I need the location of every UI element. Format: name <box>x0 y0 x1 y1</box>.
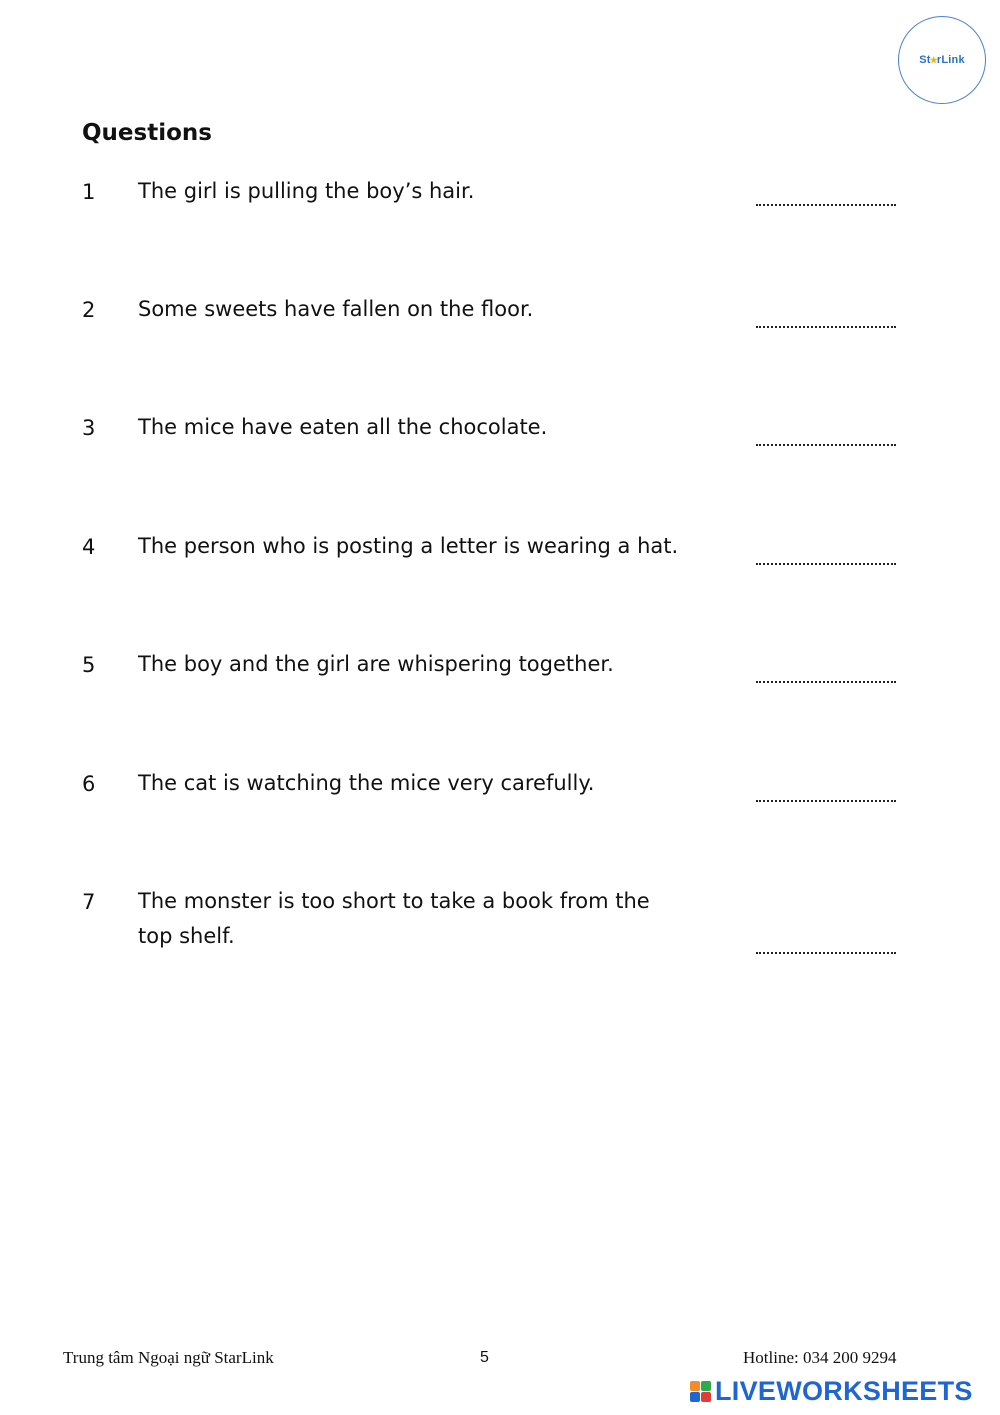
starlink-logo <box>898 16 986 104</box>
question-text: The boy and the girl are whispering together. <box>138 652 614 676</box>
question-number: 6 <box>82 772 96 796</box>
question-number: 1 <box>82 180 96 204</box>
answer-field-3[interactable] <box>756 424 896 446</box>
question-7 <box>82 890 912 960</box>
question-4 <box>82 535 912 605</box>
answer-field-7[interactable] <box>756 932 896 954</box>
liveworksheets-wordmark: LIVEWORKSHEETS <box>715 1375 973 1406</box>
liveworksheets-logo-icon <box>690 1381 711 1402</box>
answer-field-1[interactable] <box>756 184 896 206</box>
question-3 <box>82 416 912 486</box>
liveworksheets-brand <box>690 1374 973 1408</box>
star-icon: ★ <box>929 54 938 65</box>
question-2 <box>82 298 912 368</box>
footer-center-name: Trung tâm Ngoại ngữ StarLink <box>63 1348 274 1367</box>
answer-field-6[interactable] <box>756 780 896 802</box>
answer-field-2[interactable] <box>756 306 896 328</box>
question-6 <box>82 772 912 842</box>
question-number: 2 <box>82 298 96 322</box>
page-number: 5 <box>480 1349 489 1366</box>
question-number: 5 <box>82 653 96 677</box>
question-text: The cat is watching the mice very carefully. <box>138 771 595 795</box>
question-text: The monster is too short to take a book from the top shelf. <box>138 889 650 948</box>
answer-field-4[interactable] <box>756 543 896 565</box>
page-heading: Questions <box>82 120 212 146</box>
question-number: 4 <box>82 535 96 559</box>
question-number: 7 <box>82 890 96 914</box>
question-text: The person who is posting a letter is wearing a hat. <box>138 534 679 558</box>
question-text: The mice have eaten all the chocolate. <box>138 415 548 439</box>
question-number: 3 <box>82 416 96 440</box>
answer-field-5[interactable] <box>756 661 896 683</box>
logo-text-end: rLink <box>936 54 965 66</box>
logo-text-start: St <box>919 54 931 66</box>
question-1 <box>82 180 912 250</box>
question-text: Some sweets have fallen on the floor. <box>138 297 534 321</box>
footer-hotline: Hotline: 034 200 9294 <box>743 1348 897 1367</box>
question-5 <box>82 653 912 723</box>
question-text: The girl is pulling the boy’s hair. <box>138 179 475 203</box>
